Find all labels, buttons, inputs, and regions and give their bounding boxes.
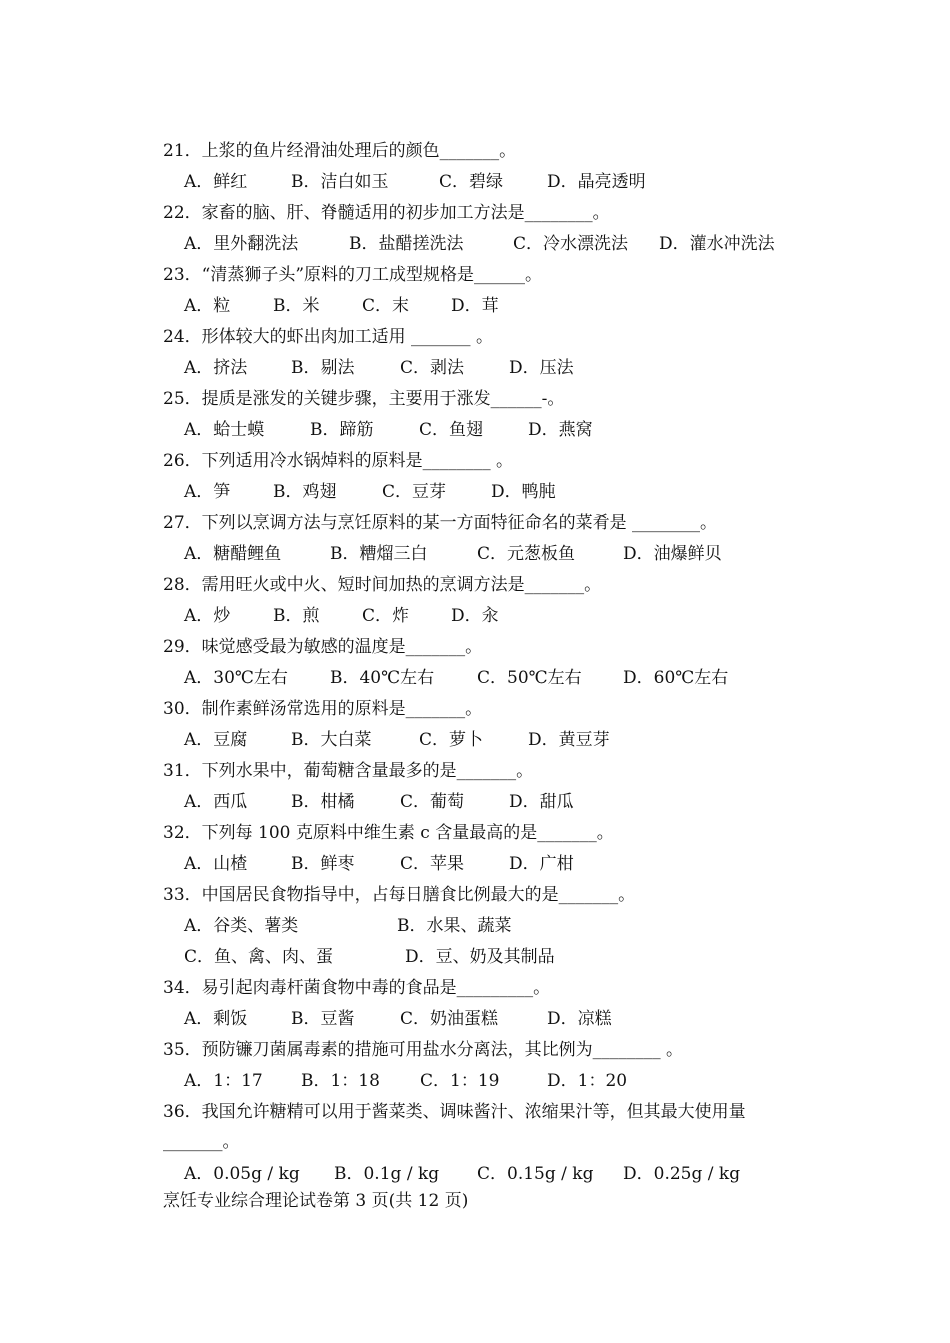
question-27: 27．下列以烹调方法与烹饪原料的某一方面特征命名的菜肴是 ________。: [163, 513, 718, 533]
question-33: 33．中国居民食物指导中，占每日膳食比例最大的是_______。: [163, 885, 636, 905]
option-29-c: C．50℃左右: [477, 668, 582, 688]
option-34-d: D．凉糕: [547, 1009, 612, 1029]
option-31-c: C．葡萄: [400, 792, 465, 812]
option-25-a: A．蛤士蟆: [184, 420, 265, 440]
page-footer: 烹饪专业综合理论试卷第 3 页(共 12 页): [163, 1191, 469, 1211]
option-32-a: A．山楂: [184, 854, 248, 874]
option-22-c: C．冷水漂洗法: [513, 234, 629, 254]
option-32-d: D．广柑: [509, 854, 574, 874]
option-33-d: D．豆、奶及其制品: [405, 947, 555, 967]
question-22: 22．家畜的脑、肝、脊髓适用的初步加工方法是________。: [163, 203, 610, 223]
option-26-c: C．豆芽: [382, 482, 447, 502]
option-22-a: A．里外翻洗法: [184, 234, 299, 254]
option-34-b: B．豆酱: [291, 1009, 355, 1029]
option-31-d: D．甜瓜: [509, 792, 574, 812]
option-30-a: A．豆腐: [184, 730, 248, 750]
option-35-c: C．1：19: [420, 1071, 500, 1091]
option-30-d: D．黄豆芽: [528, 730, 610, 750]
option-26-a: A．笋: [184, 482, 231, 502]
question-30: 30．制作素鲜汤常选用的原料是_______。: [163, 699, 483, 719]
question-25: 25．提质是涨发的关键步骤，主要用于涨发______-。: [163, 389, 565, 409]
option-21-b: B．洁白如玉: [291, 172, 389, 192]
question-34: 34．易引起肉毒杆菌食物中毒的食品是_________。: [163, 978, 551, 998]
question-35: 35．预防镰刀菌属毒素的措施可用盐水分离法，其比例为________ 。: [163, 1040, 684, 1060]
option-27-b: B．糟熘三白: [330, 544, 428, 564]
option-33-a: A．谷类、薯类: [184, 916, 299, 936]
option-32-b: B．鲜枣: [291, 854, 355, 874]
option-35-a: A．1：17: [184, 1071, 263, 1091]
option-35-d: D．1：20: [547, 1071, 628, 1091]
option-31-b: B．柑橘: [291, 792, 355, 812]
option-34-c: C．奶油蛋糕: [400, 1009, 499, 1029]
question-36: 36．我国允许糖精可以用于酱菜类、调味酱汁、浓缩果汁等，但其最大使用量_______。: [163, 1102, 746, 1152]
question-32: 32．下列每 100 克原料中维生素 c 含量最高的是_______。: [163, 823, 614, 843]
option-21-d: D．晶亮透明: [547, 172, 646, 192]
option-25-b: B．蹄筋: [310, 420, 374, 440]
option-29-b: B．40℃左右: [330, 668, 435, 688]
option-24-c: C．剥法: [400, 358, 465, 378]
option-28-c: C．炸: [362, 606, 410, 626]
option-32-c: C．苹果: [400, 854, 465, 874]
option-24-a: A．挤法: [184, 358, 248, 378]
option-36-a: A．0.05g / kg: [184, 1164, 300, 1184]
option-27-a: A．糖醋鲤鱼: [184, 544, 282, 564]
option-31-a: A．西瓜: [184, 792, 248, 812]
option-23-a: A．粒: [184, 296, 231, 316]
option-22-d: D．灌水冲洗法: [659, 234, 775, 254]
option-24-b: B．剔法: [291, 358, 355, 378]
question-24: 24．形体较大的虾出肉加工适用 _______ 。: [163, 327, 493, 347]
option-25-d: D．燕窝: [528, 420, 593, 440]
option-28-a: A．炒: [184, 606, 231, 626]
option-21-a: A．鲜红: [184, 172, 248, 192]
option-21-c: C．碧绿: [439, 172, 504, 192]
option-26-d: D．鸭肫: [491, 482, 556, 502]
option-34-a: A．剩饭: [184, 1009, 248, 1029]
option-30-b: B．大白菜: [291, 730, 372, 750]
question-28: 28．需用旺火或中火、短时间加热的烹调方法是_______。: [163, 575, 602, 595]
option-36-c: C．0.15g / kg: [477, 1164, 594, 1184]
option-23-c: C．末: [362, 296, 410, 316]
option-27-c: C．元葱板鱼: [477, 544, 576, 564]
question-26: 26．下列适用冷水锅焯料的原料是________ 。: [163, 451, 514, 471]
question-31: 31．下列水果中，葡萄糖含量最多的是_______。: [163, 761, 534, 781]
option-28-b: B．煎: [273, 606, 320, 626]
option-25-c: C．鱼翅: [419, 420, 484, 440]
option-35-b: B．1：18: [301, 1071, 380, 1091]
option-24-d: D．压法: [509, 358, 574, 378]
option-26-b: B．鸡翅: [273, 482, 337, 502]
option-33-b: B．水果、蔬菜: [397, 916, 512, 936]
option-23-d: D．茸: [451, 296, 499, 316]
option-33-c: C．鱼、禽、肉、蛋: [184, 947, 334, 967]
option-36-d: D．0.25g / kg: [623, 1164, 741, 1184]
question-21: 21．上浆的鱼片经滑油处理后的颜色_______。: [163, 141, 517, 161]
option-27-d: D．油爆鲜贝: [623, 544, 722, 564]
option-29-d: D．60℃左右: [623, 668, 729, 688]
question-23: 23．“清蒸狮子头”原料的刀工成型规格是______。: [163, 265, 543, 285]
option-23-b: B．米: [273, 296, 320, 316]
option-29-a: A．30℃左右: [184, 668, 288, 688]
question-29: 29．味觉感受最为敏感的温度是_______。: [163, 637, 483, 657]
option-36-b: B．0.1g / kg: [334, 1164, 440, 1184]
option-30-c: C．萝卜: [419, 730, 484, 750]
option-28-d: D．汆: [451, 606, 499, 626]
option-22-b: B．盐醋搓洗法: [349, 234, 464, 254]
